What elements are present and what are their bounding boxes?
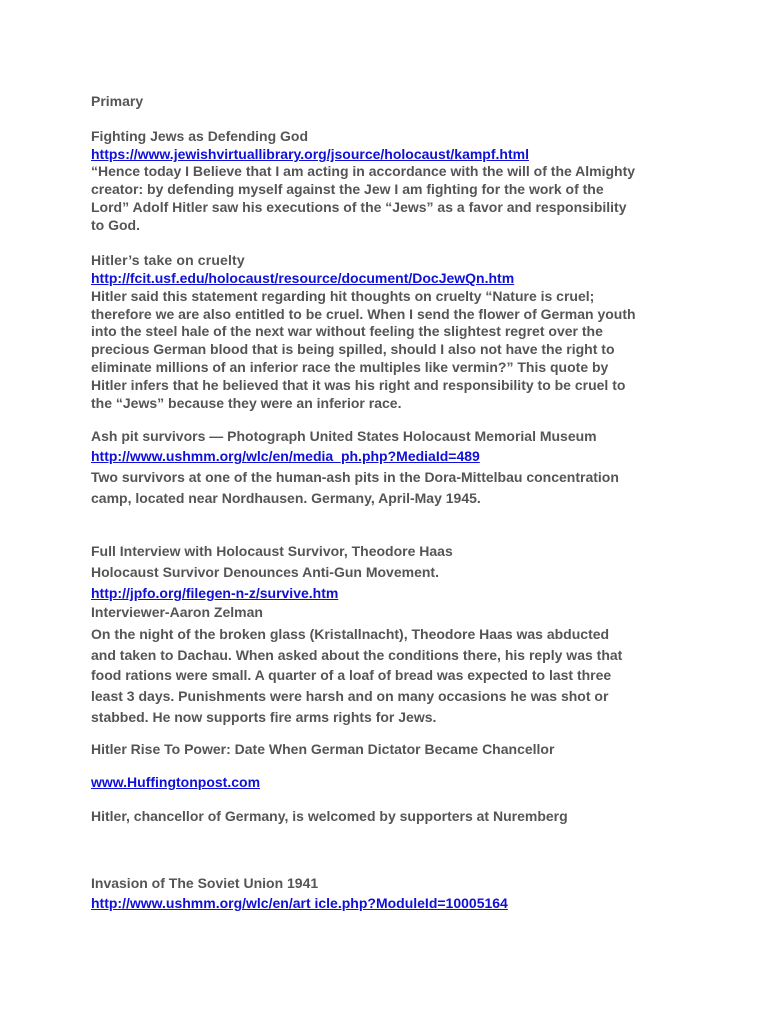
entry-body-line: “Hence today I Believe that I am acting in accordance with the will of the Almighty xyxy=(91,163,636,179)
entry-body-line: stabbed. He now supports fire arms rights for Jews. xyxy=(91,709,437,725)
entry-title: Full Interview with Holocaust Survivor, Theodore Haas xyxy=(91,543,453,559)
entry-caption: Hitler, chancellor of Germany, is welcomed by supporters at Nuremberg xyxy=(91,808,568,824)
entry-body-line: the “Jews” because they were an inferior race. xyxy=(91,395,402,411)
source-link[interactable]: http://fcit.usf.edu/holocaust/resource/document/DocJewQn.htm xyxy=(91,270,515,286)
entry-body-line: food rations were small. A quarter of a loaf of bread was expected to last three xyxy=(91,667,612,683)
source-link[interactable]: http://www.ushmm.org/wlc/en/media_ph.php?MediaId=489 xyxy=(91,448,480,464)
entry-body-line: Hitler said this statement regarding hit thoughts on cruelty “Nature is cruel; xyxy=(91,288,595,304)
entry-title: Ash pit survivors — Photograph United States Holocaust Memorial Museum xyxy=(91,428,597,444)
entry-body-line: camp, located near Nordhausen. Germany, April-May 1945. xyxy=(91,490,481,506)
entry-body-line: On the night of the broken glass (Kristallnacht), Theodore Haas was abducted xyxy=(91,626,610,642)
entry-body-line: precious German blood that is being spilled, should I also not have the right to xyxy=(91,341,615,357)
entry-title: Invasion of The Soviet Union 1941 xyxy=(91,875,319,891)
source-link[interactable]: https://www.jewishvirtuallibrary.org/jsource/holocaust/kampf.html xyxy=(91,146,529,162)
entry-body-line: eliminate millions of an inferior race the multiples like vermin?” This quote by xyxy=(91,359,609,375)
entry-body-line: least 3 days. Punishments were harsh and on many occasions he was shot or xyxy=(91,688,609,704)
entry-body-line: therefore we are also entitled to be cruel. When I send the flower of German youth xyxy=(91,306,636,322)
entry-body-line: creator: by defending myself against the Jew I am fighting for the work of the xyxy=(91,181,604,197)
entry-body-line: Lord” Adolf Hitler saw his executions of the “Jews” as a favor and responsibility xyxy=(91,199,627,215)
source-link[interactable]: http://jpfo.org/filegen-n-z/survive.htm xyxy=(91,585,339,601)
entry-title: Hitler’s take on cruelty xyxy=(91,252,245,268)
section-heading-primary: Primary xyxy=(91,93,144,109)
entry-body-line: to God. xyxy=(91,217,140,233)
entry-title: Hitler Rise To Power: Date When German Dictator Became Chancellor xyxy=(91,741,555,757)
entry-title: Fighting Jews as Defending God xyxy=(91,128,309,144)
interviewer-label: Interviewer-Aaron Zelman xyxy=(91,604,263,620)
source-link[interactable]: http://www.ushmm.org/wlc/en/art icle.php?ModuleId=10005164 xyxy=(91,895,508,911)
source-link[interactable]: www.Huffingtonpost.com xyxy=(91,774,261,790)
entry-body-line: Two survivors at one of the human-ash pits in the Dora-Mittelbau concentration xyxy=(91,469,619,485)
entry-body-line: Hitler infers that he believed that it was his right and responsibility to be cruel to xyxy=(91,377,626,393)
entry-body-line: into the steel hale of the next war without feeling the slightest regret over the xyxy=(91,323,603,339)
entry-body-line: and taken to Dachau. When asked about the conditions there, his reply was that xyxy=(91,647,623,663)
entry-subtitle: Holocaust Survivor Denounces Anti-Gun Movement. xyxy=(91,564,439,580)
